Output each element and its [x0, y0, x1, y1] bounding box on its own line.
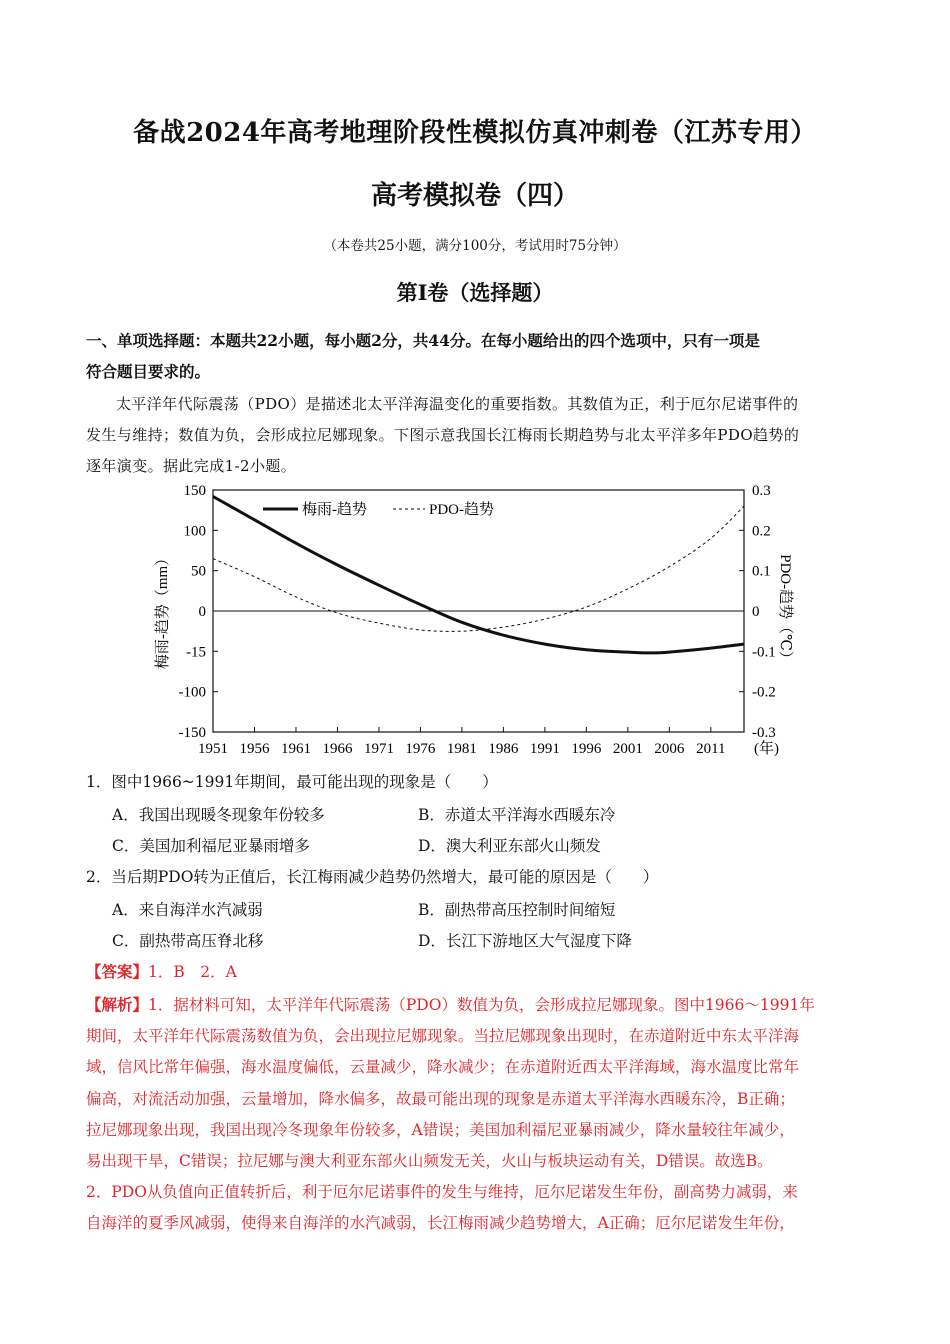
x-tick-label: 2011	[696, 741, 726, 757]
question-2-option-a: A．来自海洋水汽减弱	[112, 901, 263, 919]
intro-line-2: 发生与维持；数值为负，会形成拉尼娜现象。下图示意我国长江梅雨长期趋势与北太平洋多年PDO趋势的	[86, 426, 800, 444]
x-tick-label: 1966	[322, 741, 353, 757]
analysis-line: 易出现干旱，C错误；拉尼娜与澳大利亚东部火山频发无关，火山与板块运动有关，D错误。故选B。	[86, 1152, 773, 1171]
instructions-line-2: 符合题目要求的。	[86, 362, 211, 381]
y-right-tick-label: 0.3	[752, 483, 771, 499]
y-axis-left-label: 梅雨-趋势（mm）	[155, 550, 171, 670]
answer-block	[86, 960, 237, 982]
answer-tag: 【答案】	[86, 962, 149, 981]
question-2-option-d: D．长江下游地区大气湿度下降	[418, 932, 632, 950]
intro-line-3: 逐年演变。据此完成1-2小题。	[86, 457, 297, 475]
legend-pdo: PDO-趋势	[429, 502, 495, 518]
instructions-line-1: 一、单项选择题：本题共22小题，每小题2分，共44分。在每小题给出的四个选项中，只有一项是	[86, 331, 760, 350]
x-tick-label: 2001	[612, 741, 643, 757]
y-right-tick-label: 0	[752, 604, 760, 620]
y-left-tick-label: 150	[183, 483, 206, 499]
meiyu-trend-line	[213, 497, 744, 653]
analysis-line: 期间，太平洋年代际震荡数值为负，会出现拉尼娜现象。当拉尼娜现象出现时，在赤道附近中东太平洋海	[86, 1027, 800, 1046]
x-tick-label: 1961	[280, 741, 311, 757]
x-axis-label: (年)	[754, 741, 779, 757]
analysis-line: 域，信风比常年偏强，海水温度偏低，云量减少，降水减少；在赤道附近西太平洋海域，海水温度比常年	[86, 1058, 800, 1077]
question-1-stem: 1．图中1966~1991年期间，最可能出现的现象是（ ）	[86, 773, 498, 791]
y-axis-right-label: PDO-趋势（℃）	[777, 554, 793, 666]
analysis-line: 自海洋的夏季风减弱，使得来自海洋的水汽减弱，长江梅雨减少趋势增大，A正确；厄尔尼诺发生年份，	[86, 1214, 795, 1233]
analysis-tag: 【解析】	[86, 995, 149, 1014]
analysis-line: 偏高，对流活动加强，云量增加，降水偏多，故最可能出现的现象是赤道太平洋海水西暖东冷，B正确；	[86, 1089, 795, 1108]
y-right-tick-label: -0.3	[752, 725, 776, 741]
question-2-option-c: C．副热带高压脊北移	[112, 932, 264, 950]
x-tick-label: 1956	[239, 741, 270, 757]
analysis-line: 拉尼娜现象出现，我国出现冷冬现象年份较多，A错误；美国加利福尼亚暴雨减少，降水量较往年减少，	[86, 1120, 795, 1139]
section-heading: 第I卷（选择题）	[396, 280, 554, 305]
answer-text: 1．B 2．A	[148, 963, 237, 981]
trend-chart	[140, 476, 820, 766]
y-left-tick-label: 100	[183, 523, 206, 540]
x-tick-label: 2006	[654, 741, 685, 757]
y-left-tick-label: -150	[178, 725, 206, 741]
analysis-block	[86, 989, 866, 1240]
question-1-option-c: C．美国加利福尼亚暴雨增多	[112, 837, 310, 855]
x-tick-label: 1971	[363, 741, 394, 757]
y-left-tick-label: 50	[191, 563, 206, 580]
question-1-option-b: B．赤道太平洋海水西暖东冷	[418, 806, 616, 824]
x-tick-label: 1981	[446, 741, 477, 757]
y-right-tick-label: 0.2	[752, 523, 771, 540]
y-left-tick-label: -15	[186, 644, 206, 661]
analysis-line: 【解析】1．据材料可知，太平洋年代际震荡（PDO）数值为负，会形成拉尼娜现象。图中1966～1991年	[86, 995, 815, 1014]
legend-meiyu: 梅雨-趋势	[302, 502, 367, 518]
exam-title: 备战2024年高考地理阶段性模拟仿真冲刺卷（江苏专用）	[133, 118, 817, 148]
question-2-stem: 2．当后期PDO转为正值后，长江梅雨减少趋势仍然增大，最可能的原因是（ ）	[86, 868, 659, 886]
y-right-tick-label: 0.1	[752, 563, 771, 580]
intro-line-1: 太平洋年代际震荡（PDO）是描述北太平洋海温变化的重要指数。其数值为正，利于厄尔尼诺事件的	[116, 395, 799, 413]
analysis-line: 2．PDO从负值向正值转折后，利于厄尔尼诺事件的发生与维持，厄尔尼诺发生年份，副高势力减弱，来	[86, 1183, 798, 1202]
pdo-trend-line	[213, 506, 744, 631]
y-left-tick-label: -100	[178, 684, 206, 701]
y-left-tick-label: 0	[198, 604, 206, 620]
exam-subtitle: 高考模拟卷（四）	[370, 181, 579, 211]
y-right-tick-label: -0.1	[752, 644, 776, 661]
x-tick-label: 1996	[571, 741, 602, 757]
question-1-option-d: D．澳大利亚东部火山频发	[418, 837, 601, 855]
question-1-option-a: A．我国出现暖冬现象年份较多	[112, 806, 325, 824]
exam-note: （本卷共25小题，满分100分，考试用时75分钟）	[323, 238, 627, 254]
x-tick-label: 1951	[198, 741, 228, 757]
x-tick-label: 1991	[529, 741, 560, 757]
question-2-option-b: B．副热带高压控制时间缩短	[418, 901, 616, 919]
y-right-tick-label: -0.2	[752, 684, 776, 701]
x-tick-label: 1986	[488, 741, 519, 757]
x-tick-label: 1976	[405, 741, 436, 757]
